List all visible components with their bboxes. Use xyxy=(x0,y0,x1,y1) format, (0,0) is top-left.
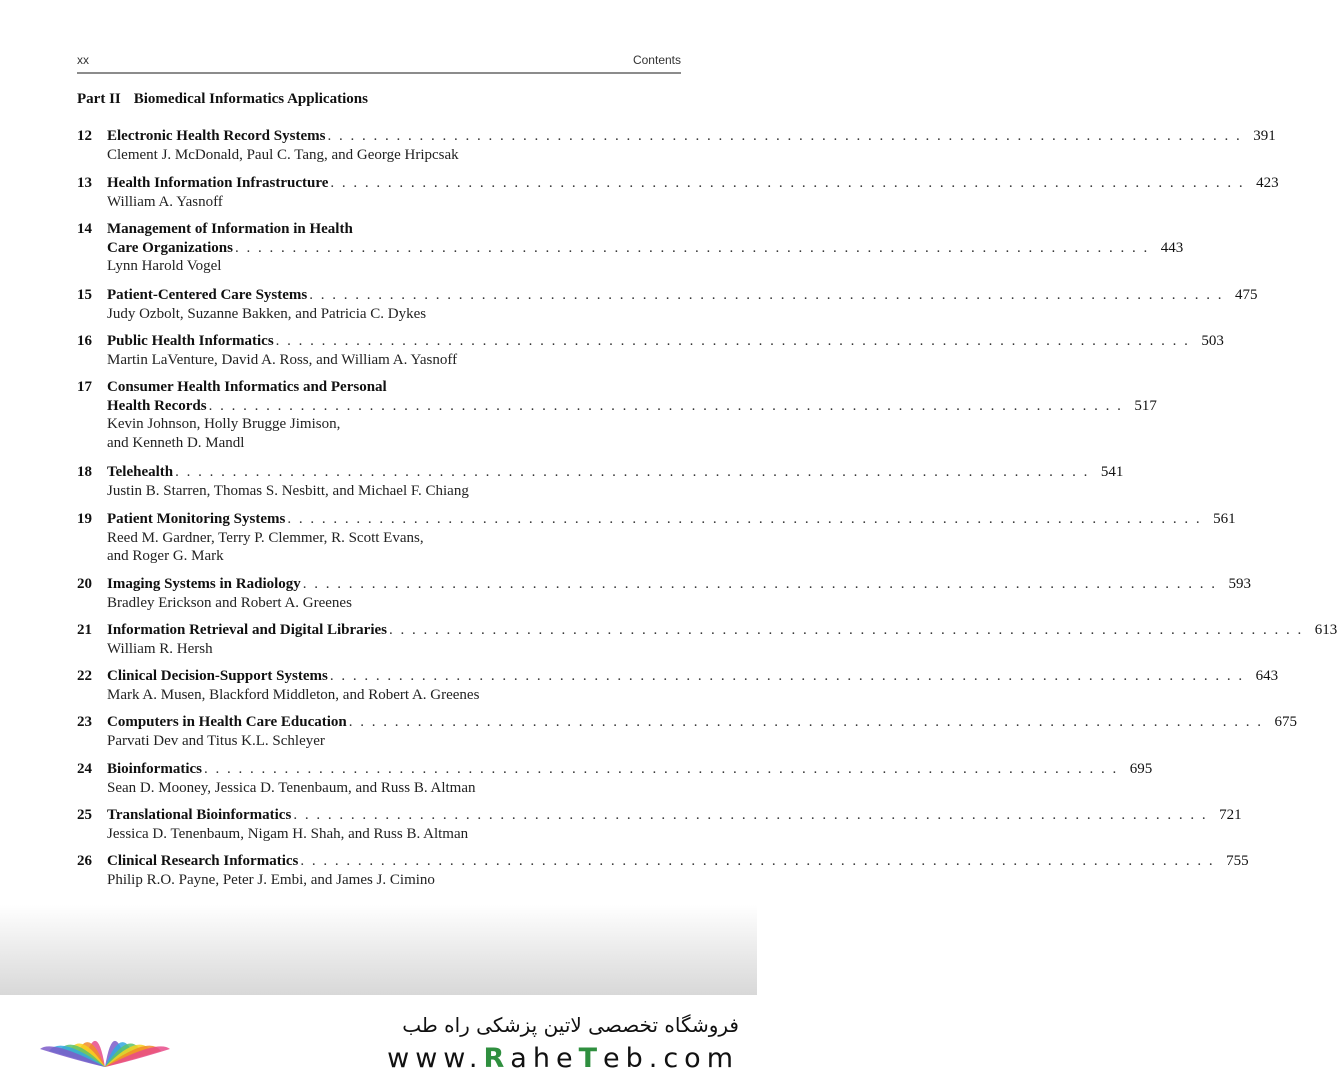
chapter-number: 17 xyxy=(77,379,92,395)
chapter-title: Telehealth xyxy=(107,464,174,480)
page-reference: 541 xyxy=(1100,464,1124,480)
chapter-title: Clinical Research Informatics xyxy=(107,853,299,869)
toc-entry-body xyxy=(107,220,1184,276)
chapter-authors: Reed M. Gardner, Terry P. Clemmer, R. Scott Evans, xyxy=(107,529,424,546)
chapter-authors: Lynn Harold Vogel xyxy=(107,258,222,274)
chapter-authors: Justin B. Starren, Thomas S. Nesbitt, and Michael F. Chiang xyxy=(107,482,469,499)
chapter-number: 14 xyxy=(77,221,92,237)
part-title: Biomedical Informatics Applications xyxy=(133,91,368,107)
toc-entry-body xyxy=(107,127,1276,164)
toc-entry-body xyxy=(107,332,1224,369)
chapter-number: 23 xyxy=(77,714,92,730)
dot-leader: . . . . . . . . . . . . . . . . . . . . . . . . . . . . . . . . . . . . . . . . . . . . . . . . . . . . . . . . . . . . . . . . . . . . . . . . . . . . . . . . xyxy=(388,622,1304,638)
chapter-authors: William R. Hersh xyxy=(107,640,213,657)
chapter-title: Public Health Informatics xyxy=(107,333,274,349)
chapter-authors: Jessica D. Tenenbaum, Nigam H. Shah, and Russ B. Altman xyxy=(107,825,469,842)
page-reference: 475 xyxy=(1234,287,1258,303)
chapter-title-line: Consumer Health Informatics and Personal xyxy=(107,379,387,395)
page-reference: 443 xyxy=(1160,239,1184,256)
toc-entry-body xyxy=(107,286,1258,323)
chapter-title: Health Records xyxy=(107,397,207,414)
chapter-number: 15 xyxy=(77,287,92,303)
chapter-authors: Parvati Dev and Titus K.L. Schleyer xyxy=(107,732,325,749)
chapter-title: Imaging Systems in Radiology xyxy=(107,576,301,592)
page-reference: 675 xyxy=(1274,714,1297,730)
watermark-banner xyxy=(0,995,757,1080)
chapter-number: 16 xyxy=(77,333,92,349)
page-reference: 561 xyxy=(1213,511,1236,527)
chapter-title-leader xyxy=(107,397,1157,416)
chapter-title-leader xyxy=(107,852,1249,871)
chapter-title: Patient Monitoring Systems xyxy=(107,511,286,527)
chapter-number: 21 xyxy=(77,622,92,638)
chapter-authors: Martin LaVenture, David A. Ross, and William A. Yasnoff xyxy=(107,351,458,368)
page-reference: 423 xyxy=(1256,175,1279,191)
chapter-authors: Mark A. Musen, Blackford Middleton, and Robert A. Greenes xyxy=(107,686,480,703)
dot-leader: . . . . . . . . . . . . . . . . . . . . . . . . . . . . . . . . . . . . . . . . . . . . . . . . . . . . . . . . . . . . . . . . . . . . . . . . . . . . . . . . xyxy=(330,175,1245,191)
chapter-title: Health Information Infrastructure xyxy=(107,175,329,191)
dot-leader: . . . . . . . . . . . . . . . . . . . . . . . . . . . . . . . . . . . . . . . . . . . . . . . . . . . . . . . . . . . . . . . . . . . . . . . . . . . . . . . . xyxy=(208,397,1123,414)
dot-leader: . . . . . . . . . . . . . . . . . . . . . . . . . . . . . . . . . . . . . . . . . . . . . . . . . . . . . . . . . . . . . . . . . . . . . . . . . . . . . . . . xyxy=(309,287,1224,303)
shop-name: فروشگاه تخصصی لاتین پزشکی راه طب xyxy=(402,1013,739,1037)
toc-entry-body xyxy=(107,667,1279,704)
chapter-title-leader xyxy=(107,239,1184,258)
dot-leader: . . . . . . . . . . . . . . . . . . . . . . . . . . . . . . . . . . . . . . . . . . . . . . . . . . . . . . . . . . . . . . . . . . . . . . . . . . . . . . . . xyxy=(329,668,1245,684)
dot-leader: . . . . . . . . . . . . . . . . . . . . . . . . . . . . . . . . . . . . . . . . . . . . . . . . . . . . . . . . . . . . . . . . . . . . . . . . . . . . . . . . xyxy=(204,761,1119,777)
page-reference: 695 xyxy=(1129,761,1153,777)
chapter-title-leader xyxy=(107,621,1337,640)
chapter-authors: Judy Ozbolt, Suzanne Bakken, and Patricia C. Dykes xyxy=(107,305,427,322)
chapter-authors: Bradley Erickson and Robert A. Greenes xyxy=(107,594,352,611)
chapter-title-leader xyxy=(107,463,1124,482)
page-reference: 643 xyxy=(1255,668,1279,684)
dot-leader: . . . . . . . . . . . . . . . . . . . . . . . . . . . . . . . . . . . . . . . . . . . . . . . . . . . . . . . . . . . . . . . . . . . . . . . . . . . . . . . . xyxy=(175,464,1090,480)
chapter-title-leader xyxy=(107,286,1258,305)
chapter-title-leader xyxy=(107,667,1279,686)
dot-leader: . . . . . . . . . . . . . . . . . . . . . . . . . . . . . . . . . . . . . . . . . . . . . . . . . . . . . . . . . . . . . . . . . . . . . . . . . . . . . . . . xyxy=(293,807,1208,823)
page-reference: 503 xyxy=(1201,333,1224,349)
toc-entry-body xyxy=(107,713,1297,750)
dot-leader: . . . . . . . . . . . . . . . . . . . . . . . . . . . . . . . . . . . . . . . . . . . . . . . . . . . . . . . . . . . . . . . . . . . . . . . . . . . . . . . . xyxy=(327,128,1242,144)
part-heading xyxy=(77,91,368,108)
page-bottom-shadow xyxy=(0,905,757,1000)
chapter-title-leader xyxy=(107,713,1297,732)
chapter-authors: William A. Yasnoff xyxy=(107,193,223,210)
chapter-title-leader xyxy=(107,510,1236,529)
chapter-authors: Clement J. McDonald, Paul C. Tang, and George Hripcsak xyxy=(107,146,459,163)
toc-entry-body xyxy=(107,760,1153,797)
toc-entry-body xyxy=(107,806,1242,843)
page-reference: 593 xyxy=(1228,576,1252,592)
dot-leader: . . . . . . . . . . . . . . . . . . . . . . . . . . . . . . . . . . . . . . . . . . . . . . . . . . . . . . . . . . . . . . . . . . . . . . . . . . . . . . . . xyxy=(275,333,1190,349)
chapter-title: Information Retrieval and Digital Libraries xyxy=(107,622,387,638)
toc-entry-body xyxy=(107,621,1337,658)
open-book-logo-icon xyxy=(40,1005,170,1075)
dot-leader: . . . . . . . . . . . . . . . . . . . . . . . . . . . . . . . . . . . . . . . . . . . . . . . . . . . . . . . . . . . . . . . . . . . . . . . . . . . . . . . . xyxy=(234,239,1150,256)
chapter-title: Bioinformatics xyxy=(107,761,202,777)
chapter-number: 26 xyxy=(77,853,92,869)
toc-entry-body xyxy=(107,378,1157,452)
chapter-title-leader xyxy=(107,127,1276,146)
page-reference: 613 xyxy=(1314,622,1337,638)
chapter-title-leader xyxy=(107,760,1153,779)
chapter-authors: Sean D. Mooney, Jessica D. Tenenbaum, and Russ B. Altman xyxy=(107,779,476,796)
toc-entry-body xyxy=(107,463,1124,500)
chapter-title: Electronic Health Record Systems xyxy=(107,128,326,144)
chapter-number: 12 xyxy=(77,128,92,144)
chapter-authors: Kevin Johnson, Holly Brugge Jimison, xyxy=(107,416,341,432)
header-rule xyxy=(77,72,681,74)
part-label: Part II xyxy=(77,91,121,107)
chapter-authors: and Roger G. Mark xyxy=(107,548,224,564)
page-number: xx xyxy=(77,53,89,67)
toc-entry-body xyxy=(107,174,1279,211)
dot-leader: . . . . . . . . . . . . . . . . . . . . . . . . . . . . . . . . . . . . . . . . . . . . . . . . . . . . . . . . . . . . . . . . . . . . . . . . . . . . . . . . xyxy=(287,511,1202,527)
page-reference: 721 xyxy=(1219,807,1242,823)
chapter-title: Care Organizations xyxy=(107,239,233,256)
page-reference: 517 xyxy=(1134,397,1157,414)
dot-leader: . . . . . . . . . . . . . . . . . . . . . . . . . . . . . . . . . . . . . . . . . . . . . . . . . . . . . . . . . . . . . . . . . . . . . . . . . . . . . . . . xyxy=(348,714,1263,730)
chapter-title-leader xyxy=(107,332,1224,351)
chapter-number: 20 xyxy=(77,576,92,592)
chapter-number: 24 xyxy=(77,761,92,777)
chapter-number: 25 xyxy=(77,807,92,823)
chapter-number: 19 xyxy=(77,511,92,527)
running-head: Contents xyxy=(632,53,681,67)
chapter-title-leader xyxy=(107,174,1279,193)
dot-leader: . . . . . . . . . . . . . . . . . . . . . . . . . . . . . . . . . . . . . . . . . . . . . . . . . . . . . . . . . . . . . . . . . . . . . . . . . . . . . . . . xyxy=(300,853,1215,869)
page-reference: 755 xyxy=(1226,853,1249,869)
chapter-title: Translational Bioinformatics xyxy=(107,807,292,823)
chapter-number: 22 xyxy=(77,668,92,684)
chapter-title: Clinical Decision-Support Systems xyxy=(107,668,328,684)
chapter-title-leader xyxy=(107,806,1242,825)
dot-leader: . . . . . . . . . . . . . . . . . . . . . . . . . . . . . . . . . . . . . . . . . . . . . . . . . . . . . . . . . . . . . . . . . . . . . . . . . . . . . . . . xyxy=(302,576,1218,592)
chapter-authors: and Kenneth D. Mandl xyxy=(107,434,245,451)
chapter-number: 13 xyxy=(77,175,92,191)
toc-entry-body xyxy=(107,510,1236,566)
toc-entry-body xyxy=(107,852,1249,889)
toc-entry-body xyxy=(107,575,1252,612)
chapter-title-leader xyxy=(107,575,1252,594)
chapter-authors: Philip R.O. Payne, Peter J. Embi, and James J. Cimino xyxy=(107,871,435,888)
chapter-number: 18 xyxy=(77,464,92,480)
chapter-title: Computers in Health Care Education xyxy=(107,714,347,730)
website-url: www.RaheTeb.com xyxy=(387,1043,739,1074)
chapter-title: Patient-Centered Care Systems xyxy=(107,287,308,303)
page-reference: 391 xyxy=(1253,128,1276,144)
chapter-title-line: Management of Information in Health xyxy=(107,221,353,237)
